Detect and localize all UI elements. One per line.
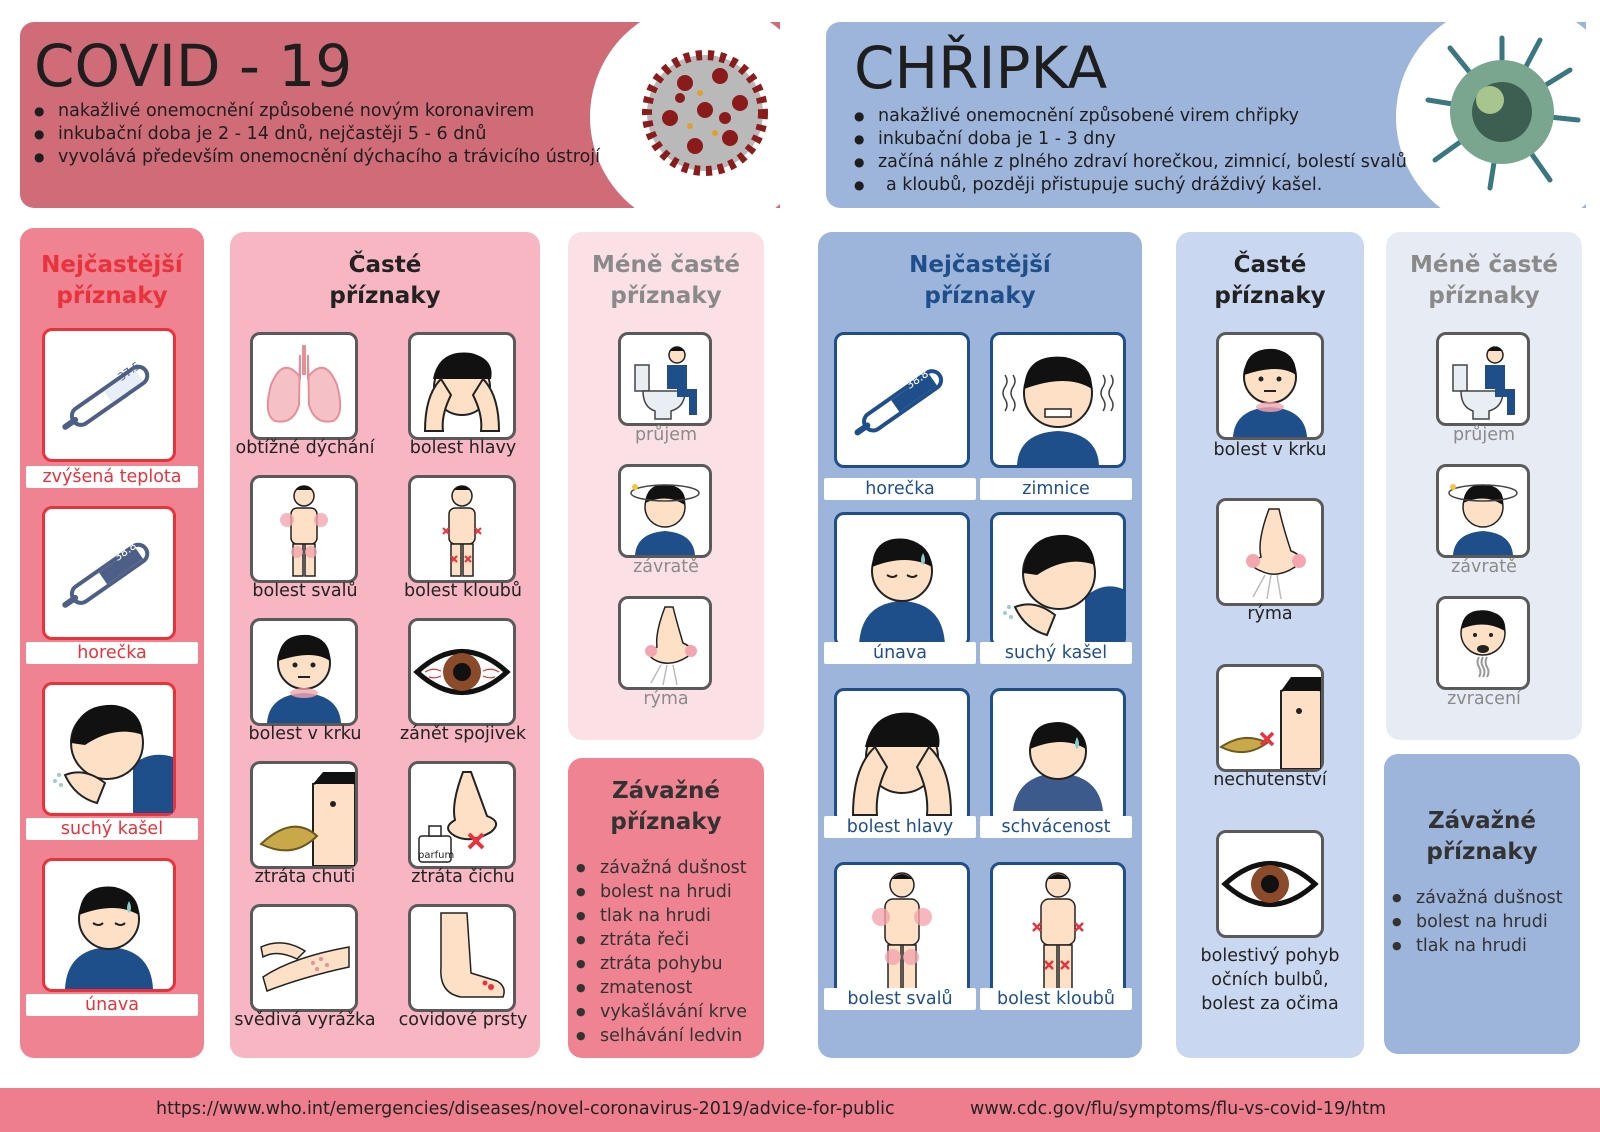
symptom-label: horečka — [26, 642, 198, 664]
dizzy-person-icon — [1439, 467, 1527, 555]
runny-nose-card — [618, 596, 712, 690]
serious-symptom-item: ● zmatenost — [574, 976, 747, 1000]
flu-most-common-column — [818, 232, 1142, 1058]
flu-muscle-pain-card — [834, 862, 970, 998]
symptom-label: rýma — [1247, 604, 1293, 624]
serious-symptom-item: ● selhávání ledvin — [574, 1024, 747, 1048]
flu-joint-pain-card — [990, 862, 1126, 998]
serious-symptom-item: ● bolest na hrudi — [1390, 910, 1563, 934]
parfum-label: parfum — [418, 850, 455, 861]
runny-nose-icon — [621, 599, 709, 687]
itchy-rash-arm-icon — [253, 907, 355, 1009]
loss-of-smell-card — [408, 761, 516, 869]
symptom-label: ztráta chuti — [254, 867, 356, 887]
symptom-label: průjem — [1452, 425, 1516, 445]
symptom-label: bolest hlavy — [824, 816, 976, 838]
joint-pain-body-icon — [411, 478, 513, 580]
loss-of-appetite-card — [1216, 664, 1324, 772]
tired-person-icon — [837, 515, 967, 645]
flu-common-column — [1176, 232, 1364, 1058]
thermometer-reading: 38.8 — [903, 367, 932, 392]
covid-toes-card — [408, 904, 516, 1012]
covid-less-common-column — [568, 232, 764, 740]
footer — [0, 1088, 1600, 1132]
lungs-card — [250, 332, 358, 440]
dizziness-card — [618, 464, 712, 558]
thermometer-icon — [837, 335, 967, 465]
joint-pain-card — [408, 475, 516, 583]
shivering-person-icon — [993, 335, 1123, 465]
covid-intro-item: ● vyvolává především onemocnění dýchacího a trávicího ústrojí — [32, 146, 600, 169]
symptom-label: bolest v krku — [1213, 440, 1327, 460]
who-link[interactable]: https://www.who.int/emergencies/diseases/novel-coronavirus-2019/advice-for-public — [156, 1099, 895, 1119]
symptom-label: suchý kašel — [26, 818, 198, 840]
symptom-label: zánět spojivek — [399, 724, 527, 744]
covid-less-common-title: Méně časté příznaky — [592, 252, 740, 309]
flu-dizziness-card — [1436, 464, 1530, 558]
symptom-label: suchý kašel — [980, 642, 1132, 664]
flu-serious-title: Závažné příznaky — [1426, 808, 1538, 865]
itchy-rash-card — [250, 904, 358, 1012]
symptom-label: rýma — [643, 689, 689, 709]
conjunctivitis-card — [408, 618, 516, 726]
symptom-label: svědivá vyrážka — [234, 1010, 376, 1030]
lungs-icon — [253, 335, 355, 437]
symptom-label: obtížné dýchání — [235, 438, 375, 458]
covid-title: COVID - 19 — [34, 32, 353, 100]
loss-of-taste-icon — [253, 764, 355, 866]
symptom-label: únava — [26, 994, 198, 1016]
red-eye-icon — [411, 621, 513, 723]
muscle-pain-body-icon — [253, 478, 355, 580]
symptom-label: bolestivý pohyb očních bulbů, bolest za očima — [1200, 946, 1340, 1014]
covid-intro-list — [32, 100, 600, 169]
foot-icon — [411, 907, 513, 1009]
serious-symptom-item: ● závažná dušnost — [1390, 886, 1563, 910]
toilet-person-icon — [1439, 335, 1527, 423]
covid-intro-item: ● inkubační doba je 2 - 14 dnů, nejčastěji 5 - 6 dnů — [32, 123, 600, 146]
flu-intro-item: ● inkubační doba je 1 - 3 dny — [852, 128, 1407, 151]
symptom-label: bolest v krku — [248, 724, 362, 744]
covid-serious-list — [574, 856, 747, 1048]
symptom-label: covidové prsty — [398, 1010, 528, 1030]
serious-symptom-item: ● tlak na hrudi — [1390, 934, 1563, 958]
symptom-label: zvýšená teplota — [26, 466, 198, 488]
thermometer-icon — [45, 509, 173, 637]
symptom-label: závratě — [1451, 557, 1517, 577]
tired-person-icon — [45, 861, 173, 989]
sore-throat-person-icon — [253, 621, 355, 723]
coughing-person-icon — [993, 515, 1123, 645]
fatigue-card — [42, 858, 176, 992]
covid-common-column — [230, 232, 540, 1058]
loss-of-taste-card — [250, 761, 358, 869]
runny-nose-icon — [1219, 501, 1321, 603]
vomiting-card — [1436, 596, 1530, 690]
eye-pain-card — [1216, 830, 1324, 938]
dizzy-person-icon — [621, 467, 709, 555]
exhausted-person-icon — [993, 691, 1123, 821]
muscle-pain-card — [250, 475, 358, 583]
toilet-person-icon — [621, 335, 709, 423]
muscle-pain-body-icon — [837, 865, 967, 995]
symptom-label: únava — [824, 642, 976, 664]
symptom-label: bolest hlavy — [409, 438, 517, 458]
joint-pain-body-icon — [993, 865, 1123, 995]
flu-intro-item: ● nakažlivé onemocnění způsobené virem chřipky — [852, 105, 1407, 128]
flu-sore-throat-card — [1216, 332, 1324, 440]
symptom-label: bolest svalů — [252, 581, 358, 601]
coronavirus-icon — [630, 38, 780, 188]
serious-symptom-item: ● ztráta řeči — [574, 928, 747, 952]
symptom-label: bolest kloubů — [980, 988, 1132, 1010]
serious-symptom-item: ● závažná dušnost — [574, 856, 747, 880]
covid-common-title: Časté příznaky — [329, 252, 441, 309]
flu-headache-card — [834, 688, 970, 824]
symptom-label: horečka — [824, 478, 976, 500]
thermometer-icon — [45, 331, 173, 459]
vomiting-person-icon — [1439, 599, 1527, 687]
symptom-label: bolest svalů — [824, 988, 976, 1010]
flu-less-common-title: Méně časté příznaky — [1410, 252, 1558, 309]
flu-serious-list — [1390, 886, 1563, 958]
serious-symptom-item: ● bolest na hrudi — [574, 880, 747, 904]
headache-card — [408, 332, 516, 440]
covid-serious-title: Závažné příznaky — [610, 778, 722, 835]
flu-fever-card — [834, 332, 970, 468]
flu-most-common-title: Nejčastější příznaky — [909, 252, 1051, 309]
loss-of-appetite-icon — [1219, 667, 1321, 769]
symptom-label: schvácenost — [980, 816, 1132, 838]
flu-serious-column — [1384, 754, 1580, 1054]
symptom-label: bolest kloubů — [404, 581, 522, 601]
flu-common-title: Časté příznaky — [1214, 252, 1326, 309]
covid-intro-item: ● nakažlivé onemocnění způsobené novým koronavirem — [32, 100, 600, 123]
coughing-person-icon — [45, 685, 173, 813]
covid-most-common-title: Nejčastější příznaky — [41, 252, 183, 309]
exhaustion-card — [990, 688, 1126, 824]
flu-fatigue-card — [834, 512, 970, 648]
symptom-label: zimnice — [980, 478, 1132, 500]
serious-symptom-item: ● vykašlávání krve — [574, 1000, 747, 1024]
symptom-label: zvracení — [1447, 689, 1521, 709]
sore-throat-card — [250, 618, 358, 726]
flu-dry-cough-card — [990, 512, 1126, 648]
headache-person-icon — [837, 691, 967, 821]
thermometer-reading: 37.5 — [115, 359, 144, 384]
thermometer-reading: 38.8 — [111, 539, 140, 564]
flu-intro-item: ● začíná náhle z plného zdraví horečkou, zimnicí, bolestí svalů — [852, 151, 1407, 174]
flu-less-common-column — [1386, 232, 1582, 740]
serious-symptom-item: ● ztráta pohybu — [574, 952, 747, 976]
symptom-label: závratě — [633, 557, 699, 577]
headache-person-icon — [411, 335, 513, 437]
fever-card — [42, 506, 176, 640]
eye-icon — [1219, 833, 1321, 935]
flu-intro-item: ● a kloubů, později přistupuje suchý dráždivý kašel. — [852, 174, 1407, 197]
flu-intro-list — [852, 105, 1407, 197]
sore-throat-person-icon — [1219, 335, 1321, 437]
elevated-temperature-card — [42, 328, 176, 462]
symptom-label: průjem — [634, 425, 698, 445]
diarrhea-card — [618, 332, 712, 426]
flu-runny-nose-card — [1216, 498, 1324, 606]
flu-title: CHŘIPKA — [854, 34, 1108, 102]
covid-most-common-column — [20, 228, 204, 1058]
covid-serious-column — [568, 758, 764, 1058]
symptom-label: nechutenství — [1213, 770, 1327, 790]
serious-symptom-item: ● tlak na hrudi — [574, 904, 747, 928]
cdc-link[interactable]: www.cdc.gov/flu/symptoms/flu-vs-covid-19/htm — [970, 1099, 1387, 1119]
flu-diarrhea-card — [1436, 332, 1530, 426]
dry-cough-card — [42, 682, 176, 816]
chills-card — [990, 332, 1126, 468]
symptom-label: ztráta čichu — [411, 867, 515, 887]
influenza-virus-icon — [1420, 30, 1585, 195]
